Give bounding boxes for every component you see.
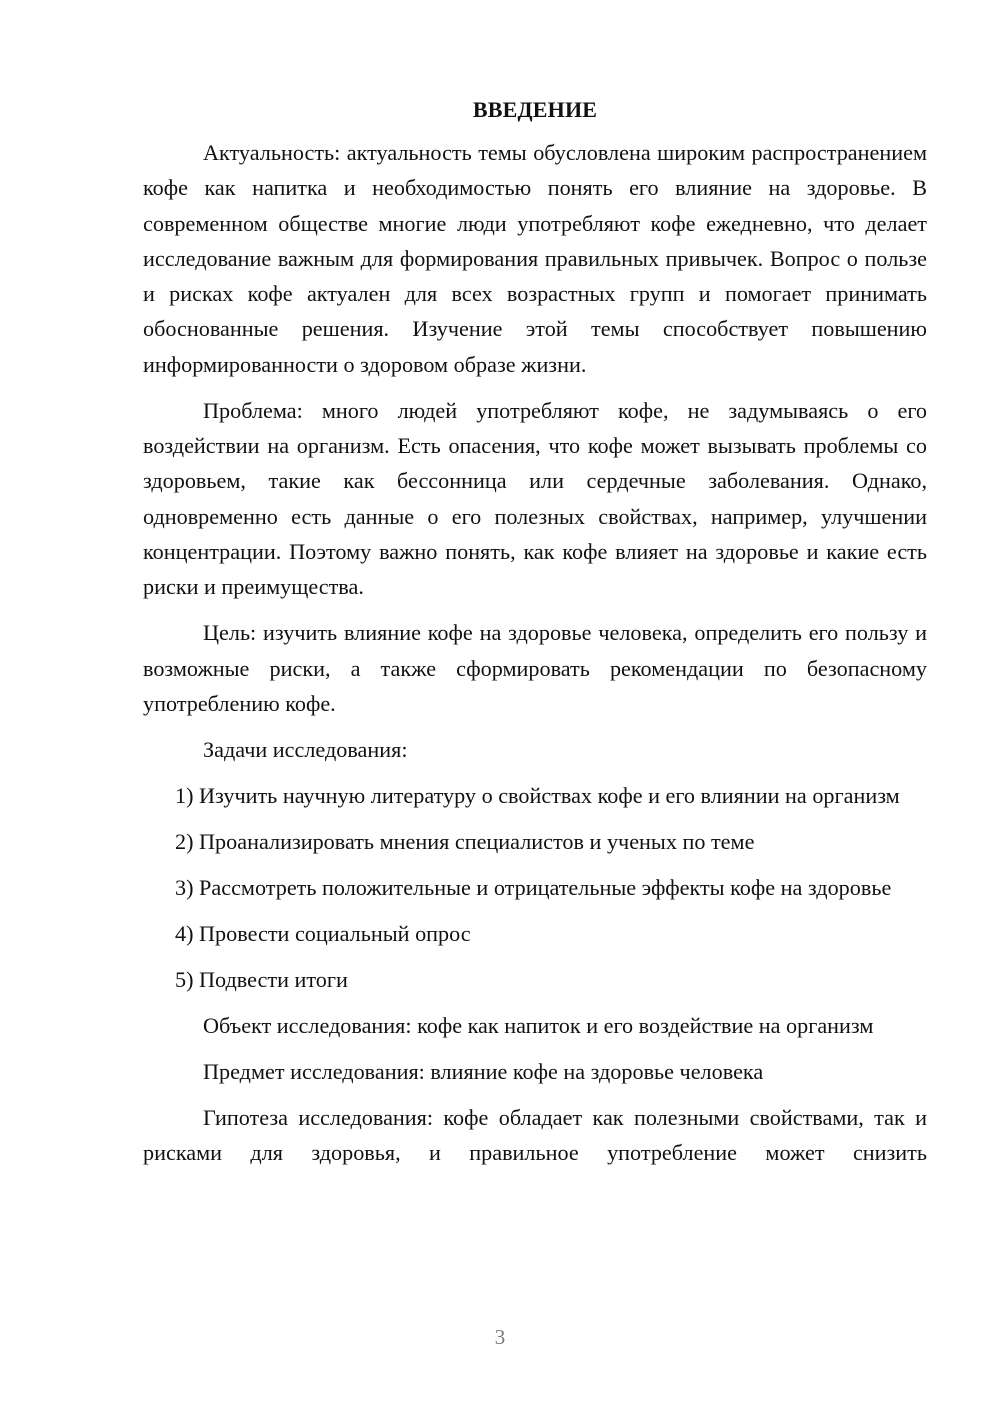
goal-paragraph: Цель: изучить влияние кофе на здоровье человека, определить его пользу и возможные риски, а также сформировать рекомендации по безопасному употреблению кофе.	[143, 620, 927, 716]
relevance-paragraph: Актуальность: актуальность темы обусловлена широким распространением кофе как напитка и необходимостью понять его влияние на здоровье. В современном обществе многие люди употребляют кофе ежедневно, что делает исследование важным для формирования правильных привычек. Вопрос о пользе и рисках кофе актуален для всех возрастных групп и помогает принимать обоснованные решения. Изучение этой темы способствует повышению информированности о здоровом образе жизни.	[143, 140, 927, 377]
task-item: 1) Изучить научную литературу о свойствах кофе и его влиянии на организм	[175, 782, 900, 808]
task-item: 5) Подвести итоги	[175, 966, 348, 992]
problem-paragraph: Проблема: много людей употребляют кофе, не задумываясь о его воздействии на организм. Есть опасения, что кофе может вызывать проблемы со здоровьем, такие как бессонница или сердечные заболевания. Однако, одновременно есть данные о его полезных свойствах, например, улучшении концентрации. Поэтому важно понять, как кофе влияет на здоровье и какие есть риски и преимущества.	[143, 397, 927, 600]
tasks-heading: Задачи исследования:	[203, 736, 408, 762]
subject-paragraph: Предмет исследования: влияние кофе на здоровье человека	[203, 1058, 764, 1084]
hypothesis-paragraph: Гипотеза исследования: кофе обладает как полезными свойствами, так и рисками для здоровья, и правильное употребление может снизить	[143, 1104, 927, 1165]
section-heading: ВВЕДЕНИЕ	[472, 97, 598, 122]
task-item: 2) Проанализировать мнения специалистов и ученых по теме	[175, 828, 755, 854]
page-number: 3	[494, 1325, 506, 1349]
object-paragraph: Объект исследования: кофе как напиток и его воздействие на организм	[203, 1012, 874, 1038]
task-item: 4) Провести социальный опрос	[175, 920, 471, 946]
page-content	[143, 92, 927, 1170]
task-item: 3) Рассмотреть положительные и отрицательные эффекты кофе на здоровье	[175, 874, 892, 900]
